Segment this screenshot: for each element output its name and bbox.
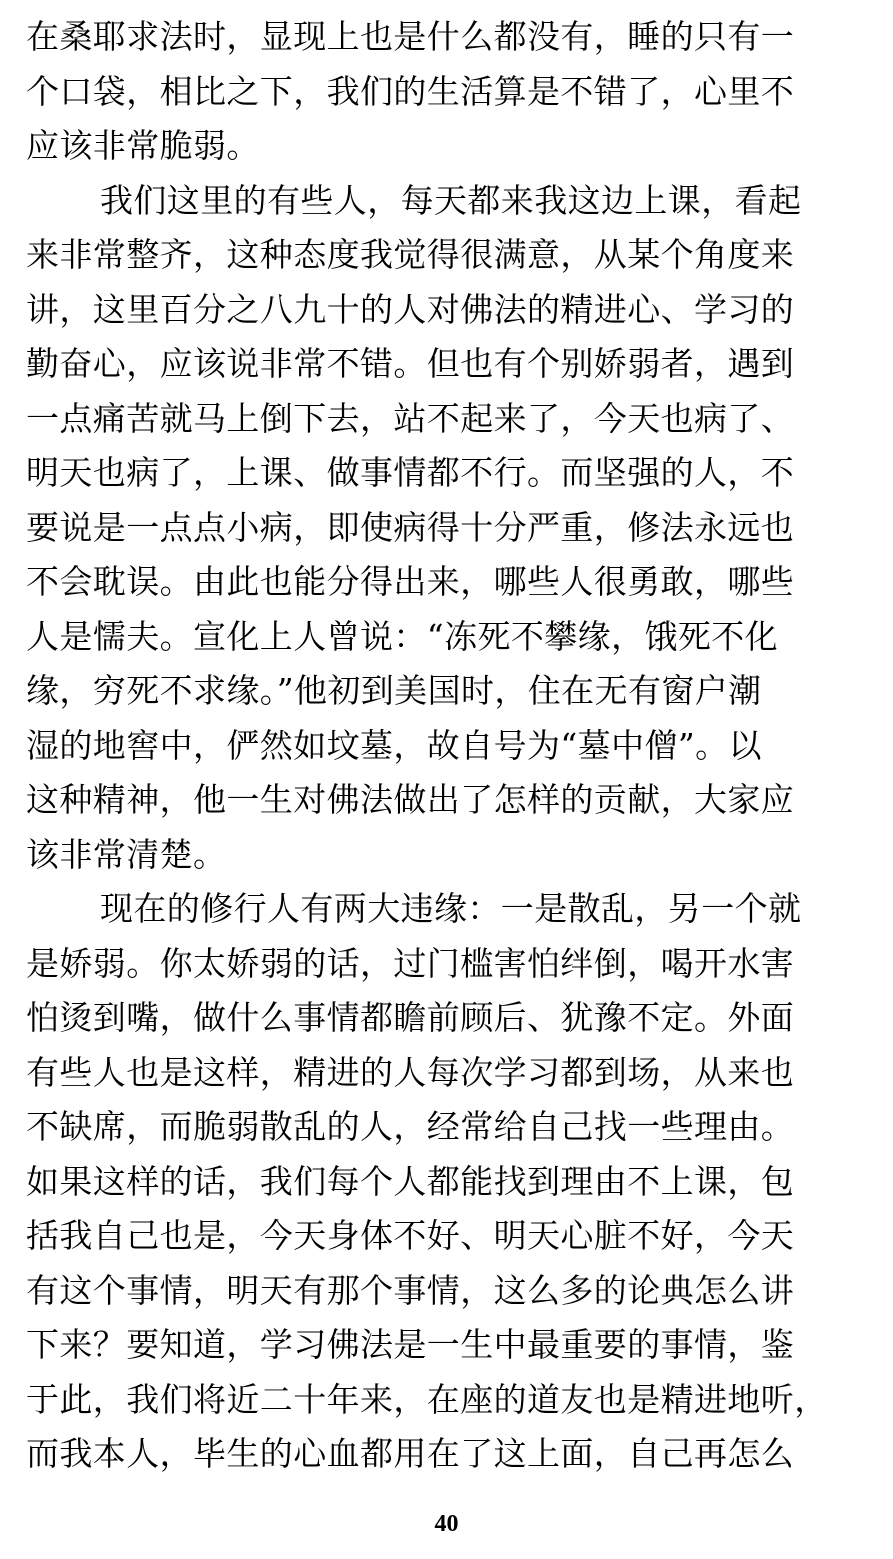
page-number: 40 <box>434 1511 459 1537</box>
text-line: 不会耽误。由此也能分得出来，哪些人很勇敢，哪些 <box>26 562 795 601</box>
text-line: 现在的修行人有两大违缘：一是散乱，另一个就 <box>100 889 802 928</box>
text-line: 在桑耶求法时，显现上也是什么都没有，睡的只有一 <box>26 17 795 56</box>
text-line: 一点痛苦就马上倒下去，站不起来了，今天也病了、 <box>26 398 795 438</box>
text-line: 明天也病了，上课、做事情都不行。而坚强的人，不 <box>26 453 795 492</box>
text-line: 有些人也是这样，精进的人每次学习都到场，从来也 <box>26 1052 795 1092</box>
text-line: 讲，这里百分之八九十的人对佛法的精进心、学习的 <box>26 289 795 329</box>
text-line: 要说是一点点小病，即使病得十分严重，修法永远也 <box>26 507 795 547</box>
text-line: 应该非常脆弱。 <box>26 126 260 165</box>
text-line: 个口袋，相比之下，我们的生活算是不错了，心里不 <box>26 71 795 111</box>
text-line: 人是懦夫。宣化上人曾说：“冻死不攀缘，饿死不化 <box>26 616 779 656</box>
text-line: 如果这样的话，我们每个人都能找到理由不上课，包 <box>26 1161 795 1201</box>
text-line: 括我自己也是，今天身体不好、明天心脏不好，今天 <box>26 1216 795 1255</box>
text-line: 我们这里的有些人，每天都来我这边上课，看起 <box>100 180 802 220</box>
text-line: 来非常整齐，这种态度我觉得很满意，从某个角度来 <box>26 235 795 274</box>
text-line: 该非常清楚。 <box>26 834 227 874</box>
text-line: 而我本人，毕生的心血都用在了这上面，自己再怎么 <box>26 1434 795 1473</box>
text-line: 不缺席，而脆弱散乱的人，经常给自己找一些理由。 <box>26 1107 795 1146</box>
text-line: 勤奋心，应该说非常不错。但也有个别娇弱者，遇到 <box>26 344 795 383</box>
text-line: 这种精神，他一生对佛法做出了怎样的贡献，大家应 <box>26 780 795 819</box>
text-line: 有这个事情，明天有那个事情，这么多的论典怎么讲 <box>26 1270 795 1310</box>
text-line: 缘，穷死不求缘。”他初到美国时，住在无有窗户潮 <box>26 671 762 710</box>
text-line: 怕烫到嘴，做什么事情都瞻前顾后、犹豫不定。外面 <box>26 998 795 1037</box>
text-line: 于此，我们将近二十年来，在座的道友也是精进地听， <box>26 1379 828 1419</box>
text-line: 湿的地窖中，俨然如坟墓，故自号为“墓中僧”。以 <box>26 725 762 765</box>
body-text <box>26 10 868 1482</box>
text-line: 是娇弱。你太娇弱的话，过门槛害怕绊倒，喝开水害 <box>26 943 795 983</box>
text-line: 下来？要知道，学习佛法是一生中最重要的事情，鉴 <box>26 1325 795 1364</box>
